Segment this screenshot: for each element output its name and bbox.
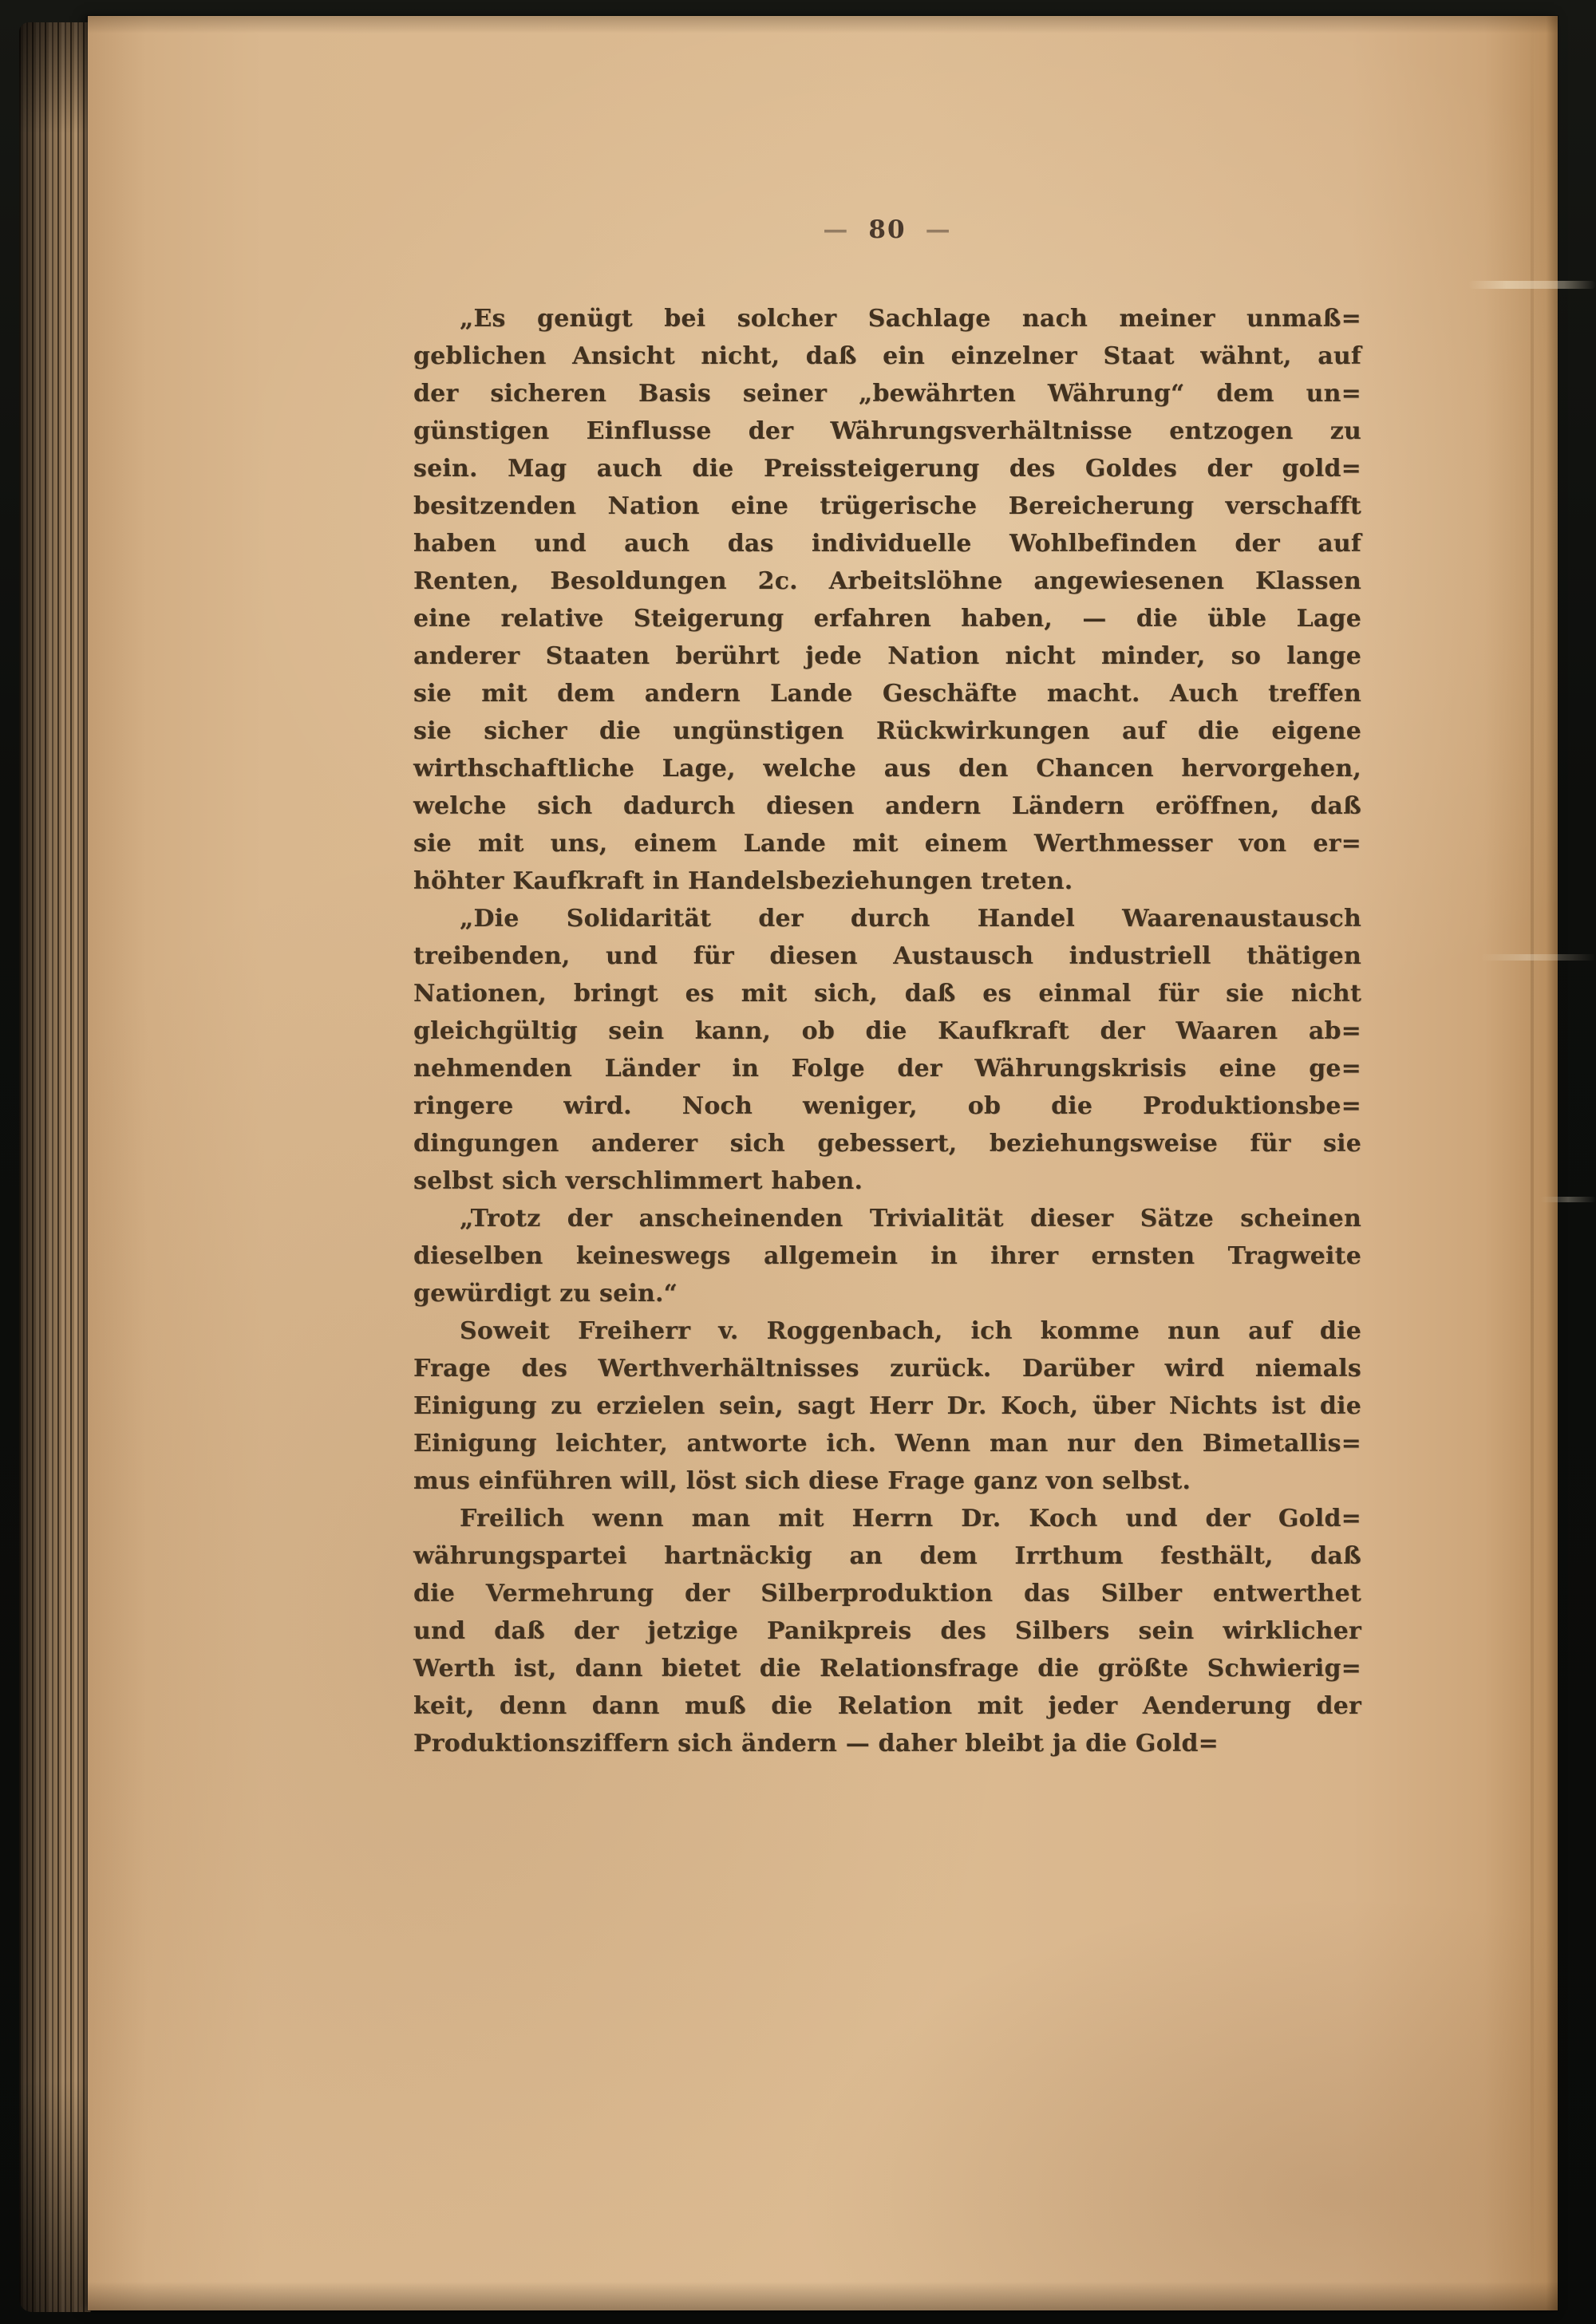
text-line: Freilich wenn man mit Herrn Dr. Koch und der Gold= bbox=[460, 1505, 1361, 1533]
text-line: sie mit dem andern Lande Geschäfte macht. Auch treffen bbox=[413, 680, 1361, 708]
text-line: geblichen Ansicht nicht, daß ein einzelner Staat wähnt, auf bbox=[413, 342, 1361, 370]
page-number-dash-left: — bbox=[823, 215, 850, 244]
text-line: sie mit uns, einem Lande mit einem Werthmesser von er= bbox=[413, 830, 1361, 858]
text-line: selbst sich verschlimmert haben. bbox=[413, 1167, 863, 1195]
paragraph bbox=[413, 900, 1361, 1200]
text-line: eine relative Steigerung erfahren haben, — die üble Lage bbox=[413, 605, 1361, 633]
paragraph bbox=[413, 1500, 1361, 1762]
text-line: besitzenden Nation eine trügerische Bereicherung verschafft bbox=[413, 492, 1361, 520]
text-line: nehmenden Länder in Folge der Währungskrisis eine ge= bbox=[413, 1055, 1361, 1083]
text-line: treibenden, und für diesen Austausch industriell thätigen bbox=[413, 942, 1361, 970]
page-number-value: 80 bbox=[868, 215, 907, 244]
text-line: mus einführen will, löst sich diese Frage ganz von selbst. bbox=[413, 1467, 1191, 1495]
text-line: „Es genügt bei solcher Sachlage nach meiner unmaß= bbox=[460, 305, 1361, 333]
text-line: die Vermehrung der Silberproduktion das Silber entwerthet bbox=[413, 1580, 1361, 1608]
text-line: dieselben keineswegs allgemein in ihrer ernsten Tragweite bbox=[413, 1242, 1361, 1270]
text-line: der sicheren Basis seiner „bewährten Währung“ dem un= bbox=[413, 380, 1361, 408]
text-line: „Die Solidarität der durch Handel Waarenaustausch bbox=[460, 905, 1361, 933]
text-line: gewürdigt zu sein.“ bbox=[413, 1280, 678, 1308]
text-block bbox=[413, 215, 1361, 1762]
text-line: haben und auch das individuelle Wohlbefinden der auf bbox=[413, 530, 1361, 558]
text-line: „Trotz der anscheinenden Trivialität dieser Sätze scheinen bbox=[460, 1205, 1361, 1233]
text-line: welche sich dadurch diesen andern Ländern eröffnen, daß bbox=[413, 792, 1361, 820]
text-line: sein. Mag auch die Preissteigerung des Goldes der gold= bbox=[413, 455, 1361, 483]
text-line: Frage des Werthverhältnisses zurück. Darüber wird niemals bbox=[413, 1355, 1361, 1383]
text-line: und daß der jetzige Panikpreis des Silbers sein wirklicher bbox=[413, 1617, 1361, 1645]
text-line: Einigung zu erzielen sein, sagt Herr Dr. Koch, über Nichts ist die bbox=[413, 1392, 1361, 1420]
paragraph bbox=[413, 1312, 1361, 1500]
text-line: gleichgültig sein kann, ob die Kaufkraft der Waaren ab= bbox=[413, 1017, 1361, 1045]
text-line: Produktionsziffern sich ändern — daher bleibt ja die Gold= bbox=[413, 1730, 1219, 1758]
page-number bbox=[413, 215, 1361, 244]
text-line: währungspartei hartnäckig an dem Irrthum festhält, daß bbox=[413, 1542, 1361, 1570]
text-line: dingungen anderer sich gebessert, beziehungsweise für sie bbox=[413, 1130, 1361, 1158]
text-line: ringere wird. Noch weniger, ob die Produktionsbe= bbox=[413, 1092, 1361, 1120]
text-line: Soweit Freiherr v. Roggenbach, ich komme nun auf die bbox=[460, 1317, 1361, 1345]
page-number-dash-right: — bbox=[925, 215, 952, 244]
text-line: sie sicher die ungünstigen Rückwirkungen auf die eigene bbox=[413, 717, 1361, 745]
text-line: keit, denn dann muß die Relation mit jeder Aenderung der bbox=[413, 1692, 1361, 1720]
text-line: Werth ist, dann bietet die Relationsfrage die größte Schwierig= bbox=[413, 1655, 1361, 1683]
page-stack-edges bbox=[19, 22, 91, 2312]
page-crease bbox=[1531, 16, 1534, 2310]
page-surface bbox=[88, 16, 1558, 2310]
text-line: anderer Staaten berührt jede Nation nicht minder, so lange bbox=[413, 642, 1361, 670]
text-line: Nationen, bringt es mit sich, daß es einmal für sie nicht bbox=[413, 980, 1361, 1008]
text-line: wirthschaftliche Lage, welche aus den Chancen hervorgehen, bbox=[413, 755, 1361, 783]
text-line: Renten, Besoldungen 2c. Arbeitslöhne angewiesenen Klassen bbox=[413, 567, 1361, 595]
paragraph bbox=[413, 300, 1361, 900]
text-line: Einigung leichter, antworte ich. Wenn man nur den Bimetallis= bbox=[413, 1430, 1361, 1458]
paragraph bbox=[413, 1200, 1361, 1312]
text-line: günstigen Einflusse der Währungsverhältnisse entzogen zu bbox=[413, 417, 1361, 445]
text-line: höhter Kaufkraft in Handelsbeziehungen treten. bbox=[413, 867, 1073, 895]
